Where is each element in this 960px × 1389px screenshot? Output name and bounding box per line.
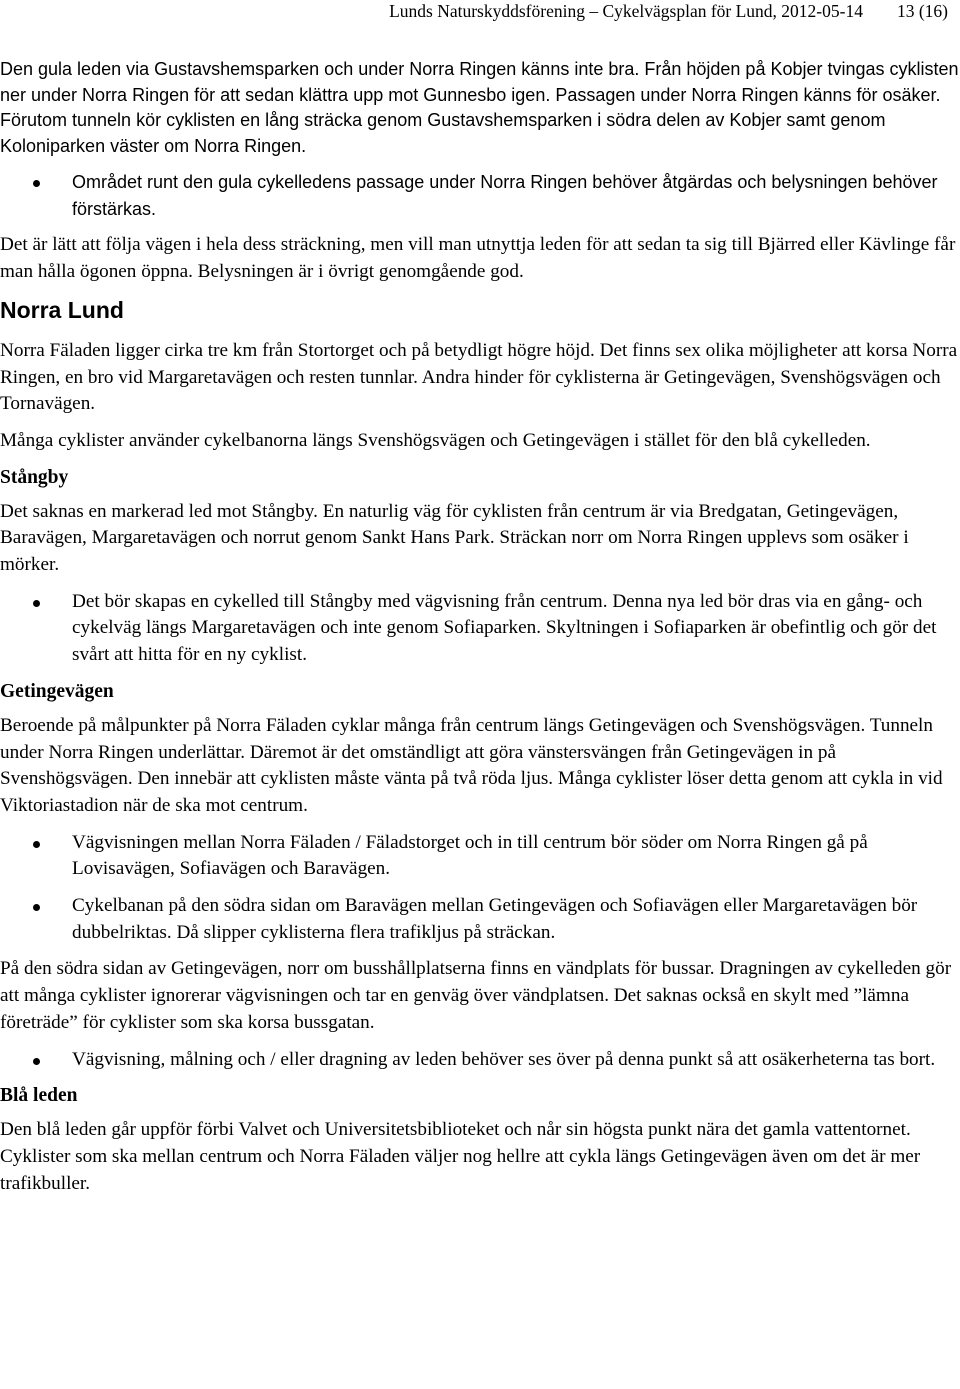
list-item (0, 830, 960, 883)
list-item-text: Det bör skapas en cykelled till Stångby med vägvisning från centrum. Denna nya led bör dras via en gång- och cykelväg längs Margaretavägen och inte genom Sofiaparken. Skyltningen i Sofiaparken är obefintlig och gör det svårt att hitta för en ny cyklist. (72, 590, 937, 666)
list-item-text: Cykelbanan på den södra sidan om Baravägen mellan Getingevägen och Sofiavägen eller Margaretavägen bör dubbelriktas. Då slipper cyklisterna flera trafikljus på sträckan. (72, 895, 918, 943)
list-item (0, 169, 960, 222)
list-item (0, 893, 960, 946)
bullet-icon (33, 904, 40, 911)
bullet-icon (33, 841, 40, 848)
paragraph: Det saknas en markerad led mot Stångby. En naturlig väg för cyklisten från centrum är via Bredgatan, Getingevägen, Baravägen, Margaretavägen och norrut genom Sankt Hans Park. Sträckan norr om Norra Ringen upplevs som osäker i mörker. (0, 500, 909, 576)
list-item-text: Området runt den gula cykelledens passage under Norra Ringen behöver åtgärdas och belysningen behöver förstärkas. (72, 172, 938, 219)
paragraph: Norra Fäladen ligger cirka tre km från Stortorget och på betydligt högre höjd. Det finns sex olika möjligheter att korsa Norra Ringen, en bro vid Margaretavägen och resten tunnlar. Andra hinder för cyklisterna är Getingevägen, Svenshögsvägen och Tornavägen. (0, 339, 958, 415)
intro-serif-text: Förutom tunneln kör cyklisten en lång sträcka genom Gustavshemsparken i södra delen av Kobjer samt genom Koloniparken väster om Norra Ringen. (0, 110, 886, 156)
getingevagen-bullet-list-2 (0, 1047, 960, 1074)
intro-bullet-list (0, 169, 960, 222)
list-item-text: Vägvisning, målning och / eller dragning av leden behöver ses över på denna punkt så att osäkerheterna tas bort. (72, 1048, 936, 1070)
list-item-text: Vägvisningen mellan Norra Fäladen / Fäladstorget och in till centrum bör söder om Norra Ringen gå på Lovisavägen, Sofiavägen och Baravägen. (72, 831, 868, 880)
paragraph: Beroende på målpunkter på Norra Fäladen cyklar många från centrum längs Getingevägen och Svenshögsvägen. Tunneln under Norra Ringen underlättar. Däremot är det omständligt att göra vänstersvängen från Getingevägen in på Svenshögsvägen. Den innebär att cyklisten måste vänta på två röda ljus. Många cyklister löser detta genom att cykla in vid Viktoriastadion när de ska mot centrum. (0, 714, 943, 816)
paragraph: Det är lätt att följa vägen i hela dess sträckning, men vill man utnyttja leden för att sedan ta sig till Bjärred eller Kävlinge får man hålla ögonen öppna. Belysningen är i övrigt genomgående god. (0, 234, 956, 283)
bullet-icon (33, 180, 40, 187)
intro-sans-text: Den gula leden via Gustavshemsparken och under Norra Ringen känns inte bra. Från höjden på Kobjer tvingas cyklisten ner under Norra Ringen för att sedan klättra upp mot Gunnesbo igen. Passagen under Norra Ringen känns för osäker. (0, 59, 959, 105)
running-title: Lunds Naturskyddsförening – Cykelvägsplan för Lund, 2012-05-14 (389, 1, 863, 21)
section-heading-norra-lund: Norra Lund (0, 296, 124, 323)
intro-paragraph (0, 57, 960, 159)
subsection-heading-bla-leden: Blå leden (0, 1085, 78, 1107)
page-number: 13 (16) (896, 1, 948, 21)
subsection-heading-getingevagen: Getingevägen (0, 680, 114, 702)
bullet-icon (33, 600, 40, 607)
stangby-bullet-list (0, 589, 960, 669)
paragraph: Den blå leden går uppför förbi Valvet och Universitetsbiblioteket och når sin högsta punkt nära det gamla vattentornet. Cyklister som ska mellan centrum och Norra Fäladen väljer nog hellre att cykla längs Getingevägen även om det är mer trafikbuller. (0, 1119, 921, 1194)
paragraph: På den södra sidan av Getingevägen, norr om busshållplatserna finns en vändplats för bussar. Dragningen av cykelleden gör att många cyklister ignorerar vägvisningen och tar en genväg över vändplatsen. Det saknas också en skylt med ”lämna företräde” för cyklister som ska korsa bussgatan. (0, 958, 952, 1033)
bullet-icon (33, 1058, 40, 1065)
getingevagen-bullet-list (0, 830, 960, 947)
paragraph: Många cyklister använder cykelbanorna längs Svenshögsvägen och Getingevägen i stället för den blå cykelleden. (0, 429, 871, 451)
list-item (0, 1047, 960, 1074)
subsection-heading-stangby: Stångby (0, 466, 69, 488)
list-item (0, 589, 960, 669)
document-body (0, 57, 960, 1207)
running-header (389, 0, 948, 22)
